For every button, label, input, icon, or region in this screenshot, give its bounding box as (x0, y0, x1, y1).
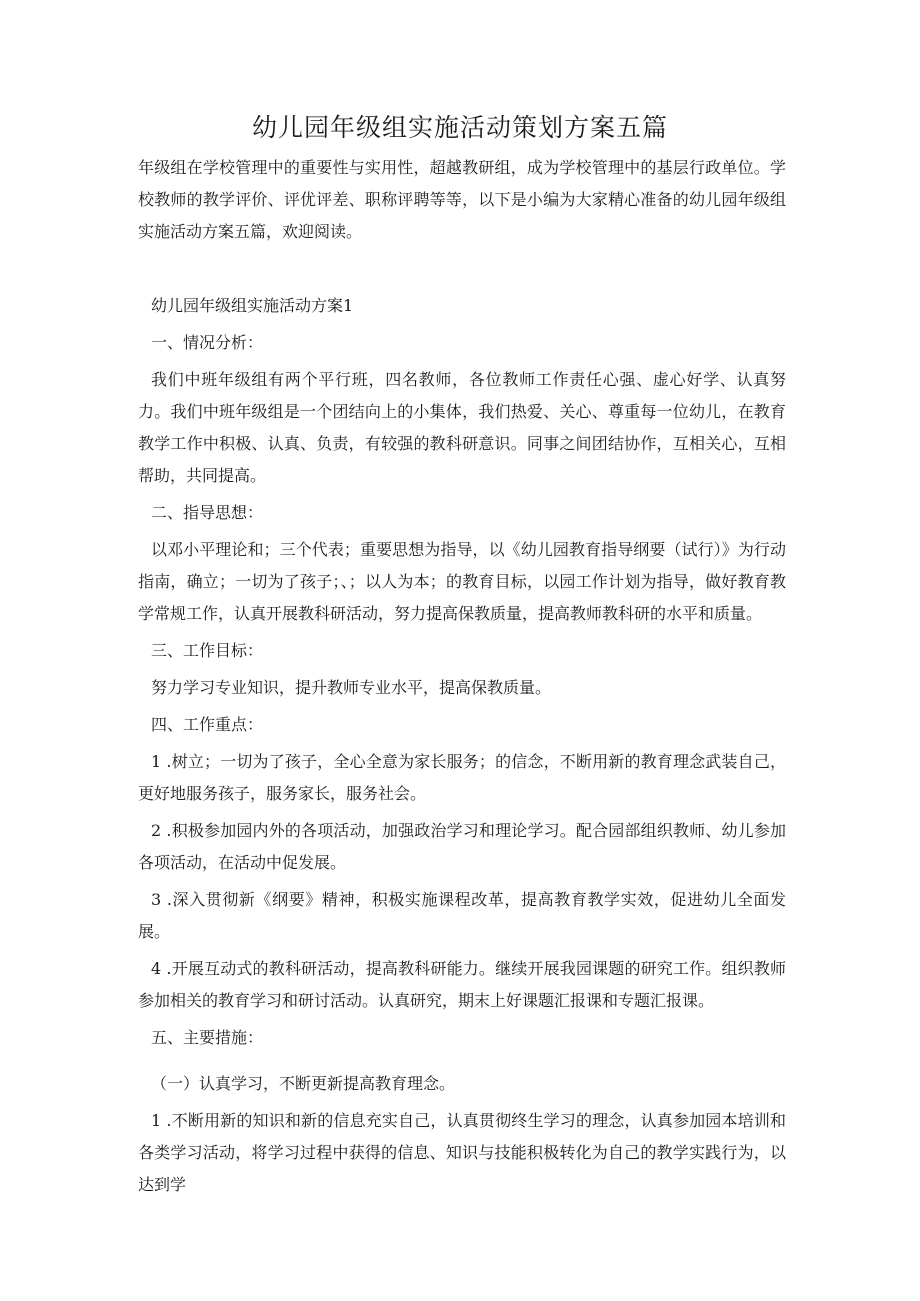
section-heading-work-goals: 三、工作目标： (151, 641, 264, 660)
section-heading-situation: 一、情况分析： (151, 333, 264, 352)
subsection-heading: （一）认真学习，不断更新提高教育理念。 (151, 1074, 456, 1093)
section-body-situation: 我们中班年级组有两个平行班，四名教师，各位教师工作责任心强、虚心好学、认真努力。我们中班年级组是一个团结向上的小集体，我们热爱、关心、尊重每一位幼儿，在教育教学工作中积极、认真、负责，有较强的教科研意识。同事之间团结协作，互相关心，互相帮助，共同提高。 (138, 370, 786, 485)
intro-paragraph: 年级组在学校管理中的重要性与实用性，超越教研组，成为学校管理中的基层行政单位。学校教师的教学评价、评优评差、职称评聘等等，以下是小编为大家精心准备的幼儿园年级组实施活动方案五篇，欢迎阅读。 (138, 158, 786, 241)
list-item: 4 .开展互动式的教科研活动，提高教科研能力。继续开展我园课题的研究工作。组织教师参加相关的教育学习和研讨活动。认真研究，期末上好课题汇报课和专题汇报课。 (138, 959, 786, 1010)
section-heading-main-measures: 五、主要措施： (151, 1028, 264, 1047)
list-item: 2 .积极参加园内外的各项活动，加强政治学习和理论学习。配合园部组织教师、幼儿参加各项活动，在活动中促发展。 (138, 821, 786, 872)
section-heading-work-focus: 四、工作重点： (151, 715, 264, 734)
list-item: 3 .深入贯彻新《纲要》精神，积极实施课程改革，提高教育教学实效，促进幼儿全面发展。 (138, 890, 786, 941)
plan-heading: 幼儿园年级组实施活动方案1 (151, 296, 354, 315)
document-title: 幼儿园年级组实施活动策划方案五篇 (251, 113, 668, 142)
list-item: 1 .不断用新的知识和新的信息充实自己，认真贯彻终生学习的理念，认真参加园本培训和各类学习活动，将学习过程中获得的信息、知识与技能积极转化为自己的教学实践行为，以达到学 (138, 1111, 786, 1194)
section-heading-guiding-thought: 二、指导思想： (151, 503, 264, 522)
section-body-guiding-thought: 以邓小平理论和；三个代表；重要思想为指导，以《幼儿园教育指导纲要（试行）》为行动指南，确立；一切为了孩子；、；以人为本；的教育目标，以园工作计划为指导，做好教育教学常规工作，认真开展教科研活动，努力提高保教质量，提高教师教科研的水平和质量。 (138, 540, 786, 623)
list-item: 1 .树立；一切为了孩子，全心全意为家长服务；的信念，不断用新的教育理念武装自己，更好地服务孩子，服务家长，服务社会。 (138, 752, 786, 803)
document-body (138, 152, 786, 1201)
section-body-work-goals: 努力学习专业知识，提升教师专业水平，提高保教质量。 (151, 678, 552, 697)
